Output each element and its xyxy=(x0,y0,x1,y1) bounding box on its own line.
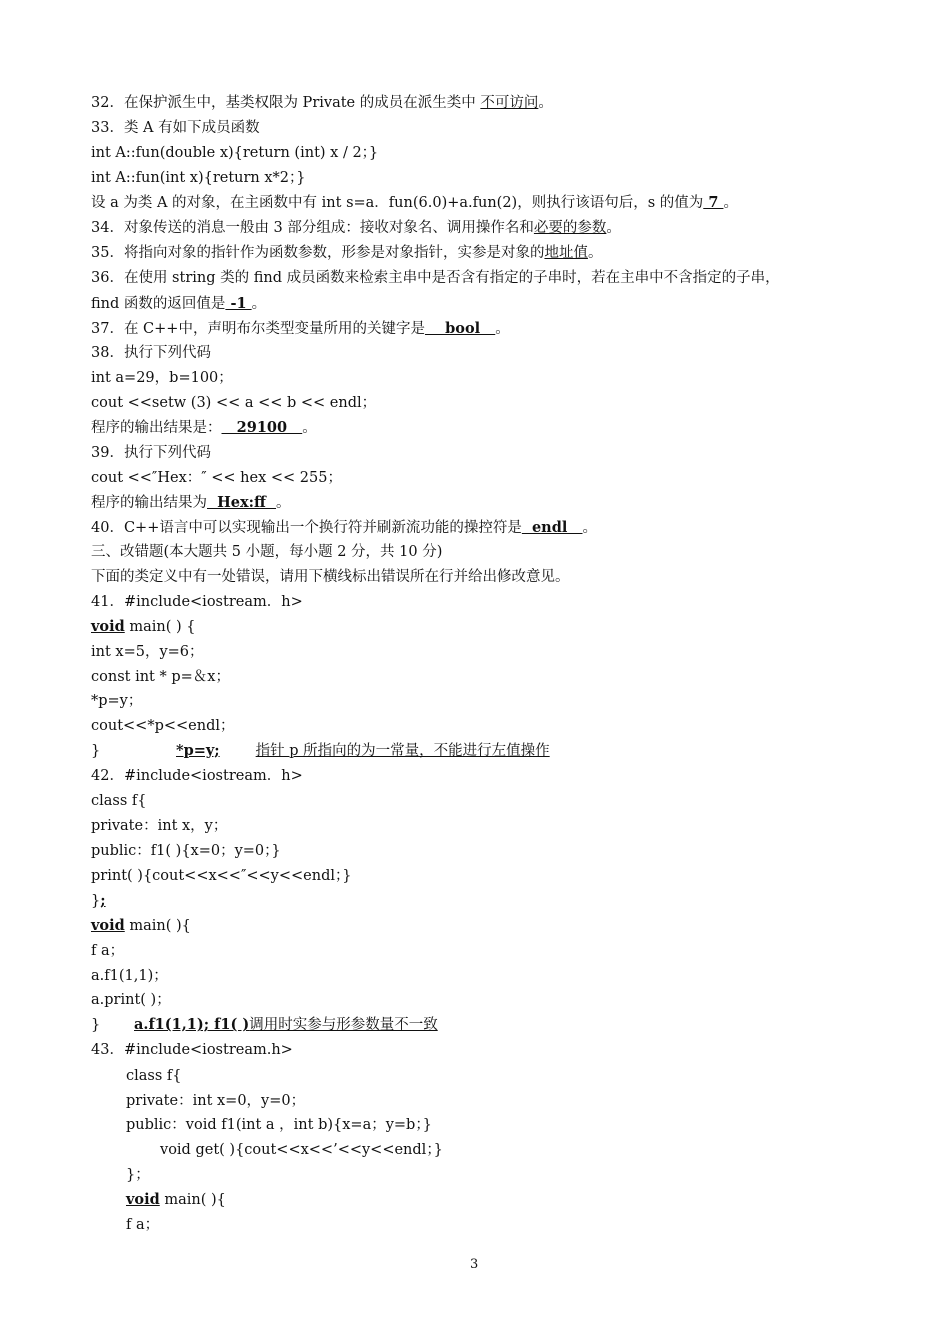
code-line: void get( ){cout<<x<<’<<y<<endl；} xyxy=(160,1142,443,1158)
page-number: 3 xyxy=(470,1257,479,1272)
correction-text: 指针 p 所指向的为一常量，不能进行左值操作 xyxy=(255,743,550,759)
error-code: a.f1(1,1); f1( ) xyxy=(134,1016,250,1033)
code-line: public：f1( ){x=0；y=0；} xyxy=(91,843,281,859)
code-line: f a； xyxy=(126,1217,160,1233)
question-38-answer-line xyxy=(91,418,317,438)
punctuation: 。 xyxy=(587,245,603,261)
code-line: private：int x=0，y=0； xyxy=(126,1093,306,1109)
code-text: main( ) { xyxy=(124,619,196,635)
answer-blank: bool xyxy=(424,320,496,337)
question-text: find 函数的返回值是 xyxy=(91,296,226,312)
question-37 xyxy=(91,319,510,339)
question-text: 程序的输出结果是： xyxy=(91,420,222,436)
error-mark: ; xyxy=(100,892,106,909)
error-code: *p=y; xyxy=(176,742,220,759)
question-36-answer-line xyxy=(91,294,266,314)
question-text: 40．C++语言中可以实现输出一个换行符并刷新流功能的操控符是 xyxy=(91,520,522,536)
keyword-void: void xyxy=(91,618,125,635)
code-text: main( ){ xyxy=(124,918,191,934)
punctuation: 。 xyxy=(276,495,291,511)
code-line: }； xyxy=(126,1167,150,1183)
keyword-void: void xyxy=(91,917,125,934)
code-line: f a； xyxy=(91,943,125,959)
code-line: int x=5，y=6； xyxy=(91,644,204,660)
correction-text: 调用时实参与形参数量不一致 xyxy=(249,1017,438,1033)
question-39-title: 39．执行下列代码 xyxy=(91,445,211,461)
punctuation: 。 xyxy=(723,195,738,211)
code-line: a.print( )； xyxy=(91,992,171,1008)
question-39-answer-line xyxy=(91,493,291,513)
code-line: class f{ xyxy=(91,793,147,809)
punctuation: 。 xyxy=(495,321,510,337)
code-line: 42．#include<iostream．h> xyxy=(91,768,303,784)
code-line: print( ){cout<<x<<″<<y<<endl；} xyxy=(91,868,352,884)
code-line: 43．#include<iostream.h> xyxy=(91,1042,293,1058)
code-line: int A::fun(int x){return x*2；} xyxy=(91,170,306,186)
answer-blank: -1 xyxy=(225,295,252,312)
code-line: } xyxy=(91,1017,101,1033)
code-line: cout <<setw (3) << a << b << endl； xyxy=(91,395,377,411)
keyword-void: void xyxy=(126,1191,160,1208)
question-text: 设 a 为类 A 的对象，在主函数中有 int s=a．fun(6.0)+a.fun(2)，则执行该语句后，s 的值为 xyxy=(91,195,704,211)
question-text: 32．在保护派生中，基类权限为 Private 的成员在派生类中 xyxy=(91,95,476,111)
answer-blank: 地址值 xyxy=(544,245,588,261)
question-33-title: 33．类 A 有如下成员函数 xyxy=(91,120,260,136)
question-33-text xyxy=(91,193,738,213)
code-line: class f{ xyxy=(126,1068,182,1084)
code-line xyxy=(91,916,191,936)
punctuation: 。 xyxy=(538,95,553,111)
question-35 xyxy=(91,243,602,263)
code-line xyxy=(91,891,106,911)
code-line: cout <<″Hex：″ << hex << 255； xyxy=(91,470,342,486)
code-line: 41．#include<iostream．h> xyxy=(91,594,303,610)
section-title: 三、改错题(本大题共 5 小题，每小题 2 分，共 10 分) xyxy=(91,544,443,560)
punctuation: 。 xyxy=(606,220,621,236)
question-text: 程序的输出结果为 xyxy=(91,495,207,511)
answer-blank: 29100 xyxy=(221,419,303,436)
answer-blank: 7 xyxy=(703,194,724,211)
code-line: cout<<*p<<endl； xyxy=(91,718,235,734)
punctuation: 。 xyxy=(302,420,317,436)
code-line: int a=29，b=100； xyxy=(91,370,233,386)
answer-blank: Hex:ff xyxy=(207,494,277,511)
question-36-text: 36．在使用 string 类的 find 成员函数来检索主串中是否含有指定的子串时，若在主串中不含指定的子串， xyxy=(91,270,780,286)
question-text: 37．在 C++中，声明布尔类型变量所用的关键字是 xyxy=(91,321,425,337)
answer-blank: 必要的参数 xyxy=(533,220,607,236)
question-34 xyxy=(91,218,621,238)
question-32 xyxy=(91,93,553,113)
answer-blank: endl xyxy=(521,519,583,536)
punctuation: 。 xyxy=(582,520,597,536)
code-line xyxy=(91,617,196,637)
punctuation: 。 xyxy=(251,296,267,312)
question-38-title: 38．执行下列代码 xyxy=(91,345,211,361)
code-line: private：int x，y； xyxy=(91,818,228,834)
code-line xyxy=(126,1190,226,1210)
code-text: } xyxy=(91,893,101,909)
correction-note xyxy=(176,741,550,761)
question-text: 35．将指向对象的指针作为函数参数，形参是对象指针，实参是对象的 xyxy=(91,245,545,261)
code-line: const int * p=＆x； xyxy=(91,669,230,685)
code-text: main( ){ xyxy=(159,1192,226,1208)
code-line: *p=y； xyxy=(91,693,143,709)
code-line: } xyxy=(91,743,101,759)
code-line: a.f1(1,1)； xyxy=(91,968,168,984)
code-line: int A::fun(double x){return (int) x / 2；} xyxy=(91,145,379,161)
section-instruction: 下面的类定义中有一处错误，请用下横线标出错误所在行并给出修改意见。 xyxy=(91,569,570,585)
code-line: public：void f1(int a ，int b){x=a；y=b；} xyxy=(126,1117,432,1133)
question-text: 34．对象传送的消息一般由 3 部分组成：接收对象名、调用操作名和 xyxy=(91,220,534,236)
correction-note xyxy=(126,1015,438,1035)
answer-blank: 不可访问 xyxy=(480,95,539,111)
question-40 xyxy=(91,518,597,538)
